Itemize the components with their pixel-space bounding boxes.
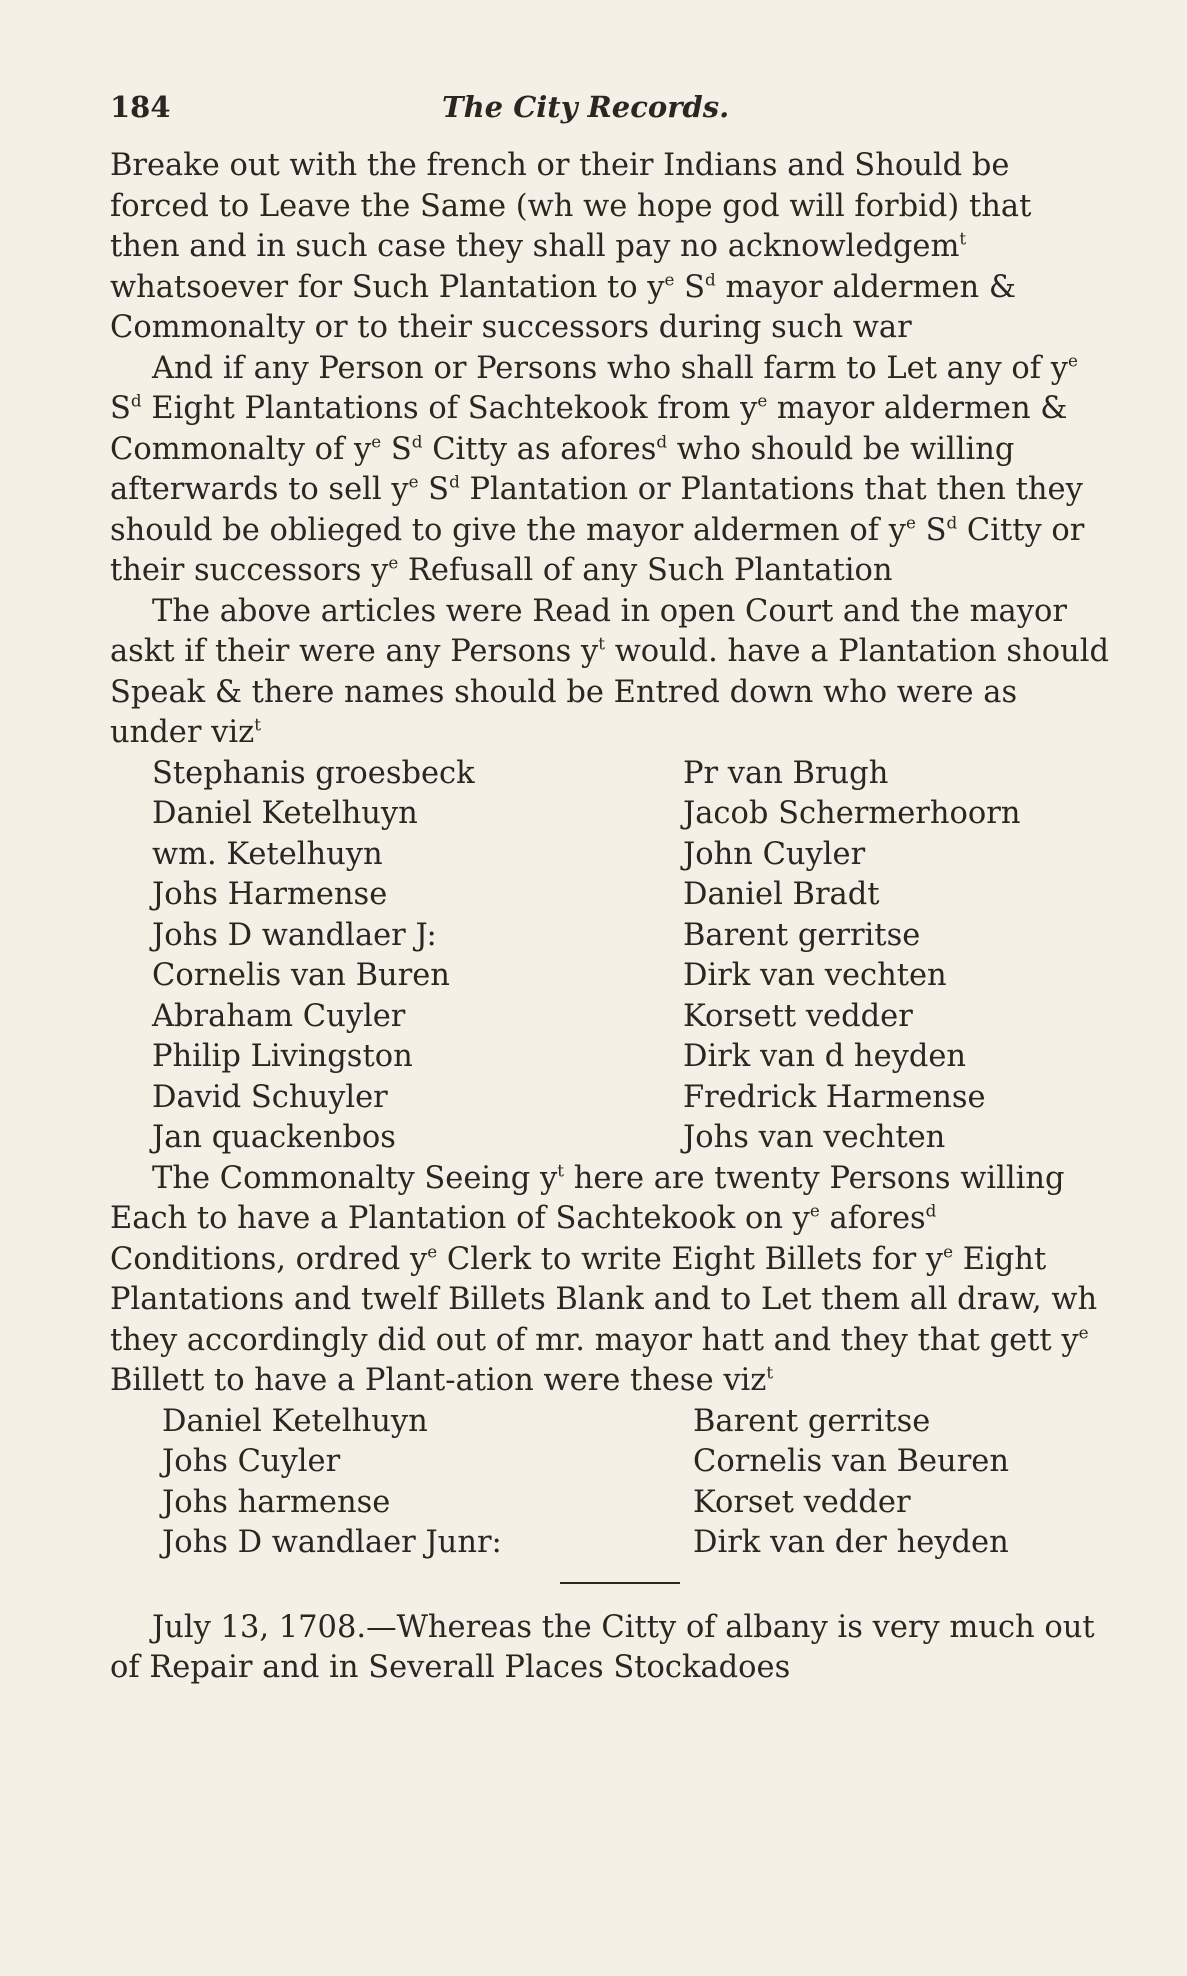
list-item: Stephanis groesbeck Pr van Brugh [152, 755, 889, 791]
list-item: Cornelis van Buren Dirk van vechten [152, 958, 947, 993]
list-item: Abraham Cuyler Korsett vedder [152, 998, 913, 1034]
list-item: Johs harmense Korset vedder [162, 1484, 911, 1520]
list-item: Daniel Ketelhuyn Barent gerritse [162, 1403, 931, 1439]
names-list-winners [110, 1402, 1110, 1564]
page-number: 184 [110, 90, 171, 124]
paragraph-articles-read: The above articles were Read in open Court and the mayor askt if their were any Persons $y^t$ would. have a Plantation should Speak & there names should be Entred down who were as under viz$^t$ [110, 593, 1109, 750]
list-item: Johs Cuyler Cornelis van Beuren [162, 1444, 1009, 1479]
paragraph-refusal: And if any Person or Persons who shall farm to Let any of $y^e$ $S^d$ Eight Plantations of Sachtekook from $y^e$ mayor aldermen & Commonalty of $y^e$ $S^d$ Citty as afores$^d$ who should be willing afterwards to sell $y^e$ $S^d$ Plantation or Plantations that then they should be oblieged to give the mayor aldermen of $y^e$ $S^d$ Citty or their successors $y^e$ Refusall of any Such Plantation [110, 349, 1085, 588]
list-item: Daniel Ketelhuyn Jacob Schermerhoorn [152, 796, 1021, 831]
list-item: Jan quackenbos Johs van vechten [152, 1120, 946, 1155]
paragraph-billets: The Commonalty Seeing $y^t$ here are twenty Persons willing Each to have a Plantation of Sachtekook on $y^e$ afores$^d$ Conditions, ordred $y^e$ Clerk to write Eight Billets for $y^e$ Eight Plantations and twelf Billets Blank and to Let them all draw, wh they accordingly did out of mr. mayor hatt and they that gett $y^e$ Billett to have a Plant-ation were these viz$^t$ [110, 1159, 1098, 1398]
list-item: Philip Livingston Dirk van d heyden [152, 1039, 967, 1074]
body-text [110, 146, 1110, 1689]
list-item: Johs D wandlaer J: Barent gerritse [152, 917, 921, 953]
list-item: David Schuyler Fredrick Harmense [152, 1079, 986, 1115]
running-title: The City Records. [442, 90, 730, 124]
list-item: Johs Harmense Daniel Bradt [152, 877, 880, 912]
list-item: Johs D wandlaer Junr: Dirk van der heyden [162, 1525, 1009, 1560]
section-divider [560, 1582, 680, 1584]
running-header [110, 90, 1110, 130]
paragraph-continuation: Breake out with the french or their Indians and Should be forced to Leave the Same (wh we hope god will forbid) that then and in such case they shall pay no acknowledgem$^t$ whatsoever for Such Plantation to $y^e$ $S^d$ mayor aldermen & Commonalty or to their successors during such war [110, 148, 1032, 345]
list-item: wm. Ketelhuyn John Cuyler [152, 836, 866, 872]
page [110, 90, 1110, 1689]
names-list-volunteers [110, 754, 1110, 1159]
paragraph-july-13: July 13, 1708.—Whereas the Citty of albany is very much out of Repair and in Severall Places Stockadoes [110, 1609, 1095, 1685]
